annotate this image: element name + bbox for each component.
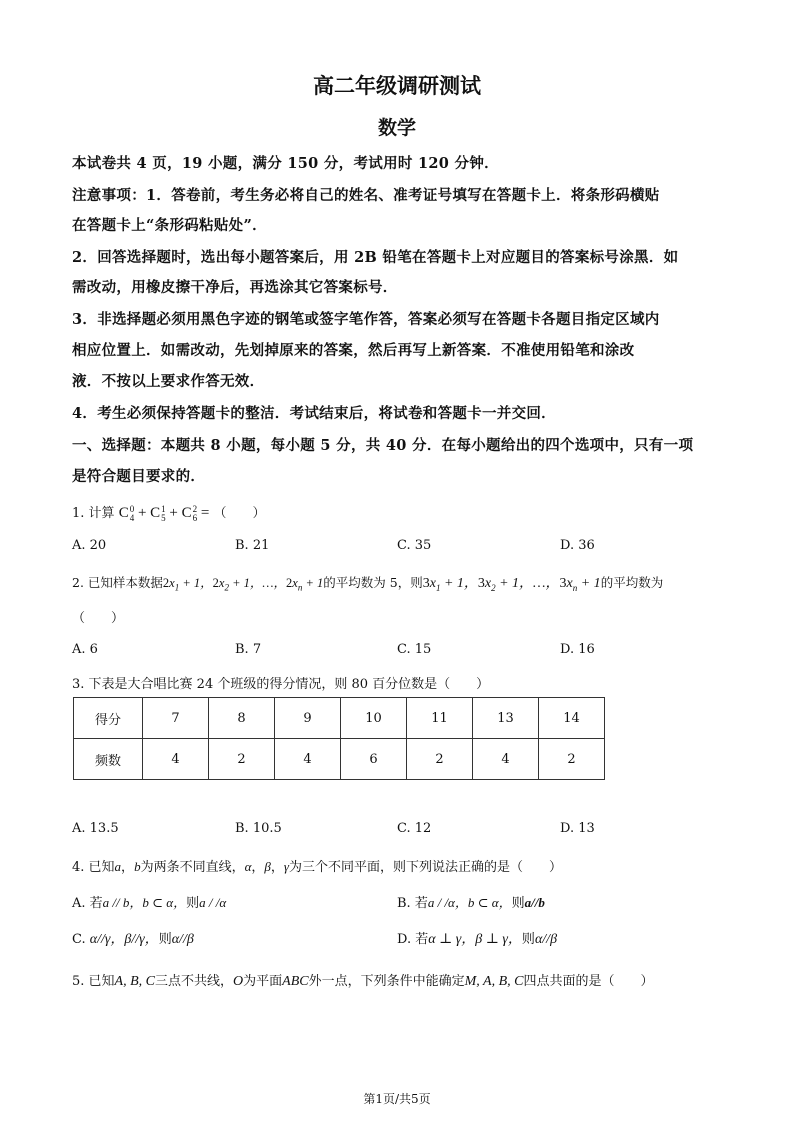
instruction-line: 3．非选择题必须用黑色字迹的钢笔或签字笔作答，答案必须写在答题卡各题目指定区域内 [72,311,660,328]
question-5-point-o: O [233,974,244,989]
instruction-line: 注意事项：1．答卷前，考生务必将自己的姓名、准考证号填写在答题卡上．将条形码横贴 [72,187,660,204]
q2-option-d: D. 16 [560,642,595,657]
table-row [74,739,605,780]
table-cell: 7 [143,698,209,739]
question-2 [72,572,663,593]
question-1-formula: C0 4 + C1 5 + C2 6 = [118,503,210,523]
question-5-prefix: 5. 已知 [72,974,115,989]
table-cell: 2 [209,739,275,780]
question-5 [72,970,654,990]
question-4-planes: α [244,859,252,874]
q4-option-d-formula: α ⊥ γ，β ⊥ γ， [428,932,522,947]
page-footer: 第1页/共5页 [363,1092,431,1106]
table-cell: 4 [473,739,539,780]
question-4-line-b: b [134,859,141,874]
question-4-lines: a [114,859,122,874]
score-table [73,697,605,780]
q4-option-a [72,892,226,911]
table-cell: 13 [473,698,539,739]
question-1 [72,502,266,523]
q3-option-c: C. 12 [397,821,432,836]
question-5-plane: ABC [282,974,309,989]
table-cell: 11 [407,698,473,739]
question-1-prefix: 1. 计算 [72,506,115,521]
q1-option-d: D. 36 [560,538,595,553]
q4-option-c [72,928,194,948]
question-4-prefix: 4. 已知 [72,860,115,875]
q4-option-a-result: a / /α [199,895,227,910]
question-4-plane-beta: β [264,859,271,874]
q1-option-c: C. 35 [397,538,432,553]
table-cell: 4 [143,739,209,780]
table-cell: 14 [539,698,605,739]
question-2-sample: $2x_1 + 1$，$2x_2 + 1$，…，$2x_n + 1$ [162,576,324,593]
q4-option-c-result: α//β [171,932,194,947]
q4-option-a-label: A. 若 [72,896,103,911]
question-5-mid4: 四点共面的是（ ） [523,974,654,989]
question-5-mid1: 三点不共线， [155,974,234,989]
q4-option-b-result: a//b [524,895,545,910]
table-cell: 得分 [74,698,143,739]
q4-option-b-then: 则 [511,896,525,911]
section-heading: 是符合题目要求的． [72,468,206,485]
q4-option-d-result: α//β [534,932,558,947]
instruction-line: 4．考生必须保持答题卡的整洁．考试结束后，将试卷和答题卡一并交回． [72,405,556,422]
exam-title: 高二年级调研测试 [313,73,481,98]
question-2-mid: 的平均数为 5，则 [323,575,423,590]
question-4-mid2: 为三个不同平面，则下列说法正确的是（ ） [289,860,563,875]
question-5-mid2: 为平面 [243,974,283,989]
q2-option-b: B. 7 [235,642,262,657]
instruction-line: 需改动，用橡皮擦干净后，再选涂其它答案标号． [72,279,398,296]
q4-option-c-then: 则 [158,932,172,947]
table-cell: 9 [275,698,341,739]
q4-option-d-then: 则 [521,932,535,947]
question-4-plane-gamma: γ [283,859,290,874]
question-3: 3. 下表是大合唱比赛 24 个班级的得分情况，则 80 百分位数是（ ） [72,677,490,692]
question-4: 4. 已知a，b为两条不同直线，α，β，γ为三个不同平面，则下列说法正确的是（ ） [72,859,563,875]
table-cell: 10 [341,698,407,739]
question-2-paren: （ ） [72,611,125,626]
table-cell: 6 [341,739,407,780]
question-2-prefix: 2. 已知样本数据 [72,575,163,590]
q4-option-b-formula: a / /α，b ⊂ α， [427,895,512,910]
table-cell: 频数 [74,739,143,780]
q4-option-d-label: D. 若 [397,932,429,947]
instruction-line: 2．回答选择题时，选出每小题答案后，用 2B 铅笔在答题卡上对应题目的答案标号涂黑．如 [72,249,679,266]
question-2-suffix: 的平均数为 [600,575,664,590]
table-row [74,698,605,739]
table-cell: 2 [407,739,473,780]
question-5-mid3: 外一点，下列条件中能确定 [308,974,465,989]
q4-option-c-label: C. [72,932,86,947]
q2-option-a: A. 6 [72,642,98,657]
question-1-paren: （ ） [213,506,266,521]
q4-option-d [397,928,557,948]
q3-option-d: D. 13 [560,821,595,836]
q1-option-a: A. 20 [72,538,107,553]
instruction-line: 本试卷共 4 页，19 小题，满分 150 分，考试用时 120 分钟． [72,155,499,172]
q4-option-c-formula: α//γ，β//γ， [89,932,159,947]
q4-option-b [397,892,545,911]
q3-option-b: B. 10.5 [235,821,282,836]
question-4-mid1: 为两条不同直线， [140,860,245,875]
instruction-line: 相应位置上．如需改动，先划掉原来的答案，然后再写上新答案．不准使用铅笔和涂改 [72,342,635,359]
q4-option-b-label: B. 若 [397,896,428,911]
question-5-points: A, B, C [114,974,155,989]
q3-option-a: A. 13.5 [72,821,119,836]
section-heading: 一、选择题：本题共 8 小题，每小题 5 分，共 40 分．在每小题给出的四个选项中，只有一项 [72,437,694,454]
instruction-line: 在答题卡上“条形码粘贴处”． [72,217,267,234]
q4-option-a-formula: a // b，b ⊂ α， [102,895,187,910]
question-5-four-points: M, A, B, C [464,974,524,989]
q4-option-a-then: 则 [186,896,200,911]
instruction-line: 液．不按以上要求作答无效． [72,373,265,390]
exam-subject: 数学 [377,117,416,139]
table-cell: 4 [275,739,341,780]
q2-option-c: C. 15 [397,642,432,657]
table-cell: 2 [539,739,605,780]
table-cell: 8 [209,698,275,739]
q1-option-b: B. 21 [235,538,270,553]
question-2-new-sample: $3x_1 + 1$，$3x_2 + 1$，…，$3x_n + 1$ [422,576,601,593]
